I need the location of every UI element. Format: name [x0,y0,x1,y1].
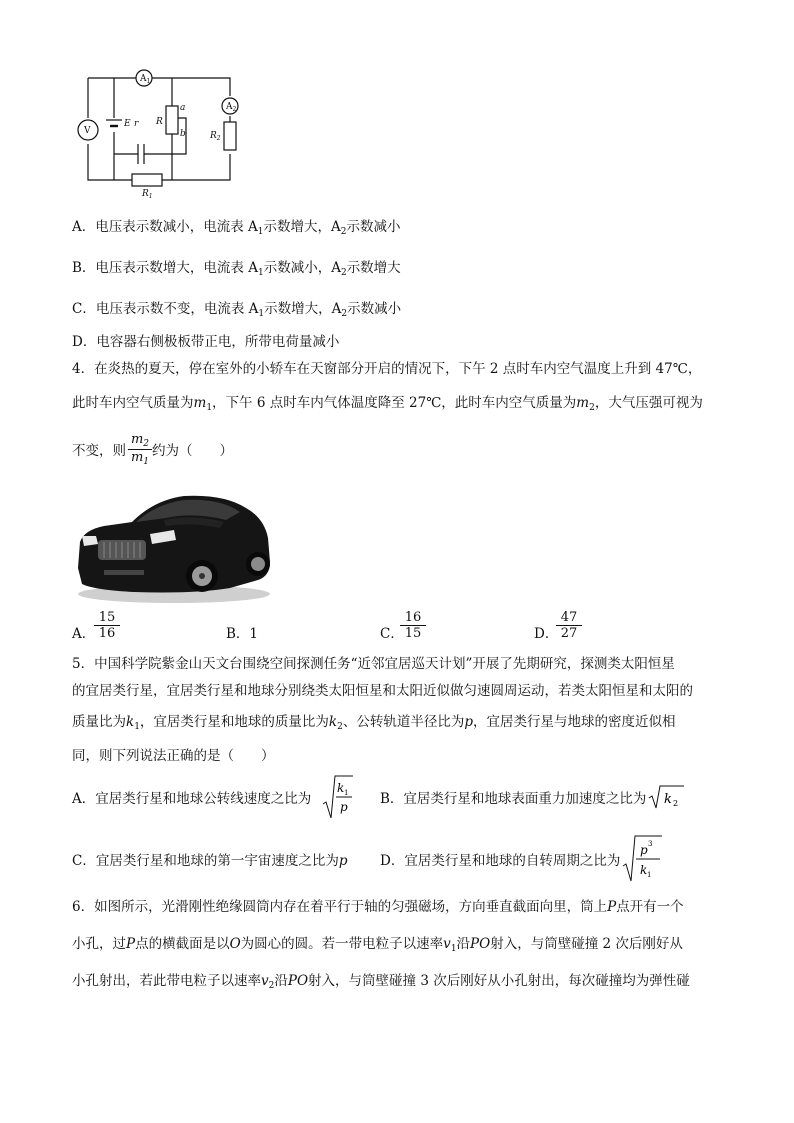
q3-option-b: B．电压表示数增大，电流表 $A_1$示数减小，$A_2$示数增大 [72,260,401,278]
q4-option-d-fraction: $\frac{47}{27}$ [556,610,582,641]
svg-text:1: 1 [647,871,652,879]
q5-option-b-formula [648,784,686,810]
q4-line-2: 此时车内空气质量为$m_1$，下午 6 点时车内气体温度降至 27℃，此时车内空气质量为$m_2$，大气压强可视为 [72,395,703,413]
q4-option-d-label: D． [534,626,559,642]
svg-text:p: p [340,800,348,814]
emf-label: E [124,119,131,129]
r2-label: $R_2$ [210,131,221,142]
q4-option-c-fraction: $\frac{16}{15}$ [400,610,426,641]
q3-option-d: D．电容器右侧极板带正电，所带电荷量减小 [72,334,340,350]
svg-text:3: 3 [648,840,653,848]
terminal-b-label: b [180,129,186,139]
q5-line-3: 质量比为$k_1$，宜居类行星和地球的质量比为$k_2$、公转轨道半径比为p，宜居类行星与地球的密度近似相 [72,714,676,732]
svg-text:k: k [337,781,345,795]
q6-line-3: 小孔射出，若此带电粒子以速率$v_2$沿PO射入，与筒壁碰撞 3 次后刚好从小孔射出，每次碰撞均为弹性碰 [72,973,690,991]
car-image [74,486,274,606]
q6-line-1: 6．如图所示，光滑刚性绝缘圆筒内存在着平行于轴的匀强磁场，方向垂直截面向里，筒上P点开有一个 [72,899,684,915]
svg-text:k: k [640,863,648,877]
ammeter-a2-label: $A_2$ [226,102,237,113]
q6-line-2: 小孔，过P点的横截面是以O为圆心的圆。若一带电粒子以速率$v_1$沿PO射入，与筒壁碰撞 2 次后刚好从 [72,936,683,954]
svg-text:p: p [640,843,648,857]
q4-option-c-label: C． [380,626,404,642]
q5-option-d: D．宜居类行星和地球的自转周期之比为 [380,853,621,869]
q4-line-1: 4．在炎热的夏天，停在室外的小轿车在天窗部分开启的情况下，下午 2 点时车内空气温度上升到 47℃， [72,361,702,377]
q3-option-a: A．电压表示数减小，电流表 $A_1$示数增大，$A_2$示数减小 [72,219,401,237]
q5-line-4: 同，则下列说法正确的是（ ） [72,748,275,764]
rheostat-label: R [156,117,163,127]
r1-label: $R_1$ [142,189,153,200]
q4-option-a-fraction: $\frac{15}{16}$ [94,610,120,641]
q5-line-2: 的宜居类行星，宜居类行星和地球分别绕类太阳恒星和太阳近似做匀速圆周运动，若类太阳恒星和太阳的 [72,683,693,699]
q5-line-1: 5．中国科学院紫金山天文台围绕空间探测任务“近邻宜居巡天计划”开展了先期研究，探测类太阳恒星 [72,656,675,672]
mass-ratio-fraction: $\frac{m_2}{m_1}$ [128,432,152,467]
svg-text:k: k [664,792,672,807]
q5-option-a-formula [322,774,354,822]
q5-option-b: B．宜居类行星和地球表面重力加速度之比为 [380,791,647,807]
q5-option-c: C．宜居类行星和地球的第一宇宙速度之比为p [72,853,348,869]
q4-option-a-label: A． [72,626,96,642]
q5-option-a: A．宜居类行星和地球公转线速度之比为 [72,791,312,807]
svg-text:1: 1 [344,789,349,797]
ammeter-a1-label: $A_1$ [140,74,151,85]
terminal-a-label: a [180,103,186,113]
circuit-diagram [72,66,242,200]
svg-text:2: 2 [673,799,679,808]
q5-option-d-formula [622,834,664,884]
q4-line-3: 不变，则 约为（ ） [72,443,233,459]
internal-resistance-label: r [134,119,139,129]
voltmeter-label: V [84,126,91,136]
q4-option-b: B．1 [226,626,259,642]
q3-option-c: C．电压表示数不变，电流表 $A_1$示数增大，$A_2$示数减小 [72,301,402,319]
